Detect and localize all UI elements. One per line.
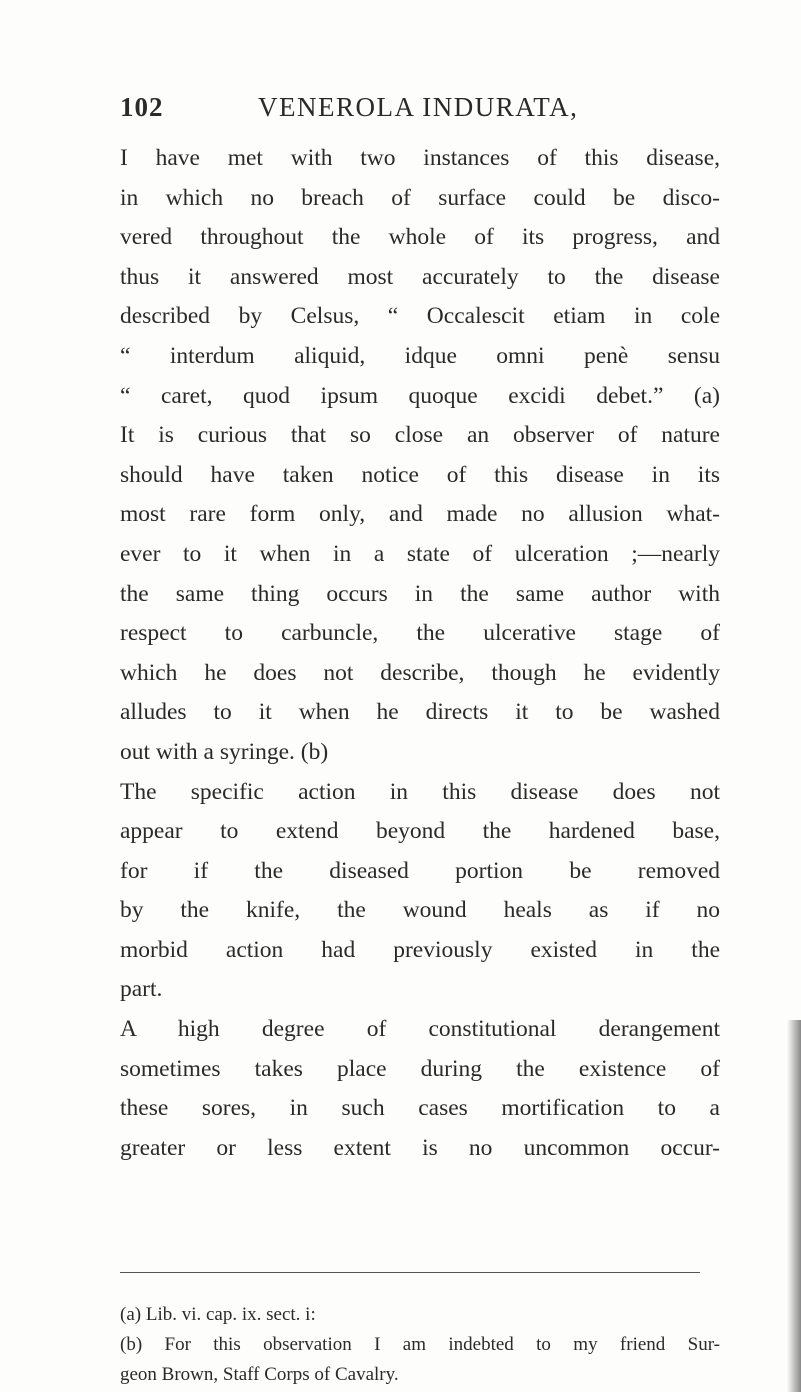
text-line: morbid action had previously existed in the — [120, 936, 720, 963]
text-line: appear to extend beyond the hardened base, — [120, 818, 720, 845]
text-line: ever to it when in a state of ulceration ;—nearly — [120, 540, 720, 567]
text-line: alludes to it when he directs it to be washed — [120, 699, 720, 726]
text-line: out with a syringe. (b) — [120, 738, 329, 765]
text-line: which he does not describe, though he evidently — [120, 659, 720, 686]
text-line: greater or less extent is no uncommon occur- — [120, 1134, 720, 1161]
text-line: vered throughout the whole of its progress, and — [120, 224, 720, 251]
text-line: in which no breach of surface could be disco- — [120, 184, 720, 211]
footnotes — [120, 1300, 720, 1390]
text-line: The specific action in this disease does not — [120, 778, 720, 805]
text-line: these sores, in such cases mortification to a — [120, 1095, 720, 1122]
text-line: “ interdum aliquid, idque omni penè sensu — [120, 342, 720, 369]
text-line: “ caret, quod ipsum quoque excidi debet.” (a) — [120, 382, 720, 409]
footnote-b: (b) For this observation I am indebted to my friend Sur- — [120, 1334, 720, 1355]
text-line: by the knife, the wound heals as if no — [120, 897, 720, 924]
text-line: A high degree of constitutional derangement — [120, 1016, 720, 1043]
running-title: VENEROLA INDURATA, — [258, 92, 579, 122]
text-line: should have taken notice of this disease in its — [120, 461, 720, 488]
text-line: I have met with two instances of this disease, — [120, 145, 720, 171]
text-line: the same thing occurs in the same author with — [120, 580, 720, 607]
text-line: It is curious that so close an observer of nature — [120, 422, 720, 449]
text-line: sometimes takes place during the existence of — [120, 1055, 720, 1082]
text-line: for if the diseased portion be removed — [120, 857, 720, 884]
text-line: most rare form only, and made no allusion what- — [120, 501, 720, 528]
page-edge-shadow — [787, 1020, 801, 1392]
text-line: respect to carbuncle, the ulcerative stage of — [120, 620, 720, 647]
text-line: thus it answered most accurately to the disease — [120, 263, 720, 290]
footnote-b-continued: geon Brown, Staff Corps of Cavalry. — [120, 1364, 399, 1385]
text-line: described by Celsus, “ Occalescit etiam in cole — [120, 303, 720, 330]
footnote-a: (a) Lib. vi. cap. ix. sect. i: — [120, 1304, 316, 1325]
page-header — [120, 92, 720, 132]
footnote-divider — [120, 1272, 700, 1273]
body-text — [120, 139, 720, 1168]
text-line: part. — [120, 976, 163, 1003]
page-number: 102 — [120, 92, 164, 122]
